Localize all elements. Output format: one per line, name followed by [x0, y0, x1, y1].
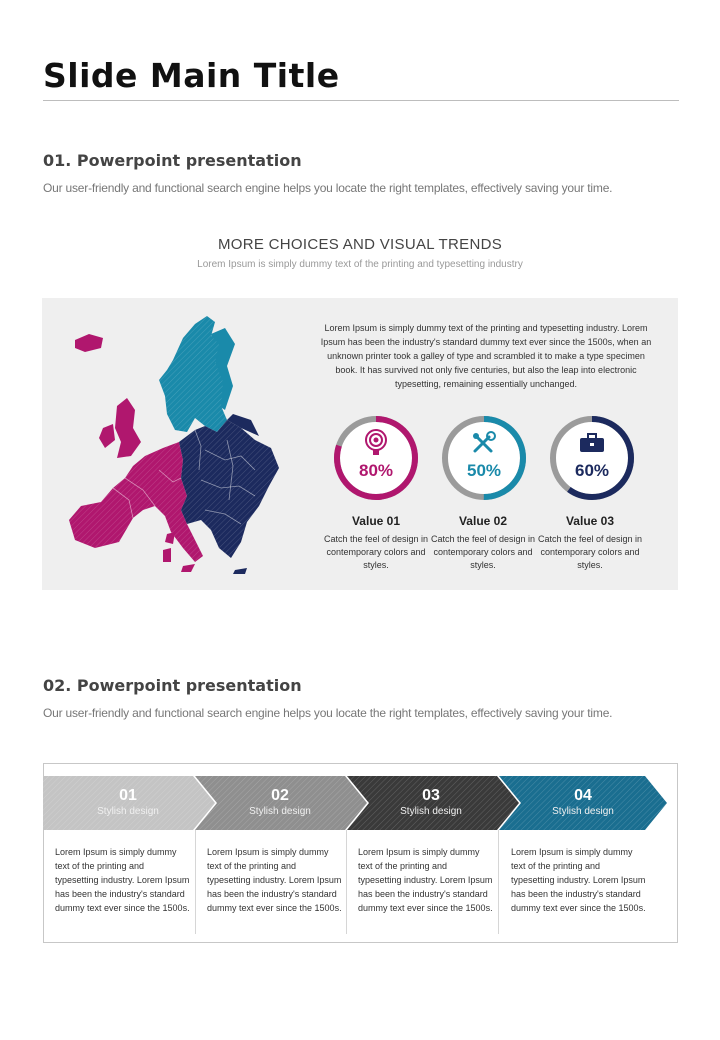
- title-divider: [43, 100, 679, 101]
- map-region-crete: [233, 568, 247, 574]
- page-title: Slide Main Title: [43, 56, 340, 95]
- progress-ring: [331, 413, 421, 503]
- step-number-3: 03: [422, 787, 440, 804]
- step-label-1: Stylish design: [97, 806, 159, 817]
- value-title-prefix: Value: [351, 514, 384, 528]
- infographic-paragraph: Lorem Ipsum is simply dummy text of the printing and typesetting industry. Lorem Ipsum has been the industry's standard dummy text ever since the 1500s, when an unknown printer took a galley of type and scrambled it to make a type specimen book. It has survived not only five centuries, but also the leap into electronic typesetting, remaining essentially unchanged.: [320, 323, 652, 389]
- step-text-4: Lorem Ipsum is simply dummy text of the printing and typesetting industry. Lorem Ipsum has been the industry's standard dummy text ever since the 1500s.: [511, 847, 646, 913]
- value-title-prefix: Value: [565, 514, 598, 528]
- step-text-1: Lorem Ipsum is simply dummy text of the printing and typesetting industry. Lorem Ipsum has been the industry's standard dummy text ever since the 1500s.: [55, 847, 190, 913]
- briefcase-icon: [579, 433, 605, 453]
- map-region-uk: [115, 398, 141, 458]
- value-desc-3: Catch the feel of design in contemporary colors and styles.: [537, 534, 643, 570]
- section1-description: Our user-friendly and functional search engine helps you locate the right templates, effectively saving your time.: [43, 181, 613, 195]
- section2-title: 02. Powerpoint presentation: [43, 676, 302, 695]
- europe-map: [55, 310, 290, 580]
- stat-percent-2: 50%: [466, 461, 502, 480]
- stat-percent-1: 80%: [358, 461, 394, 480]
- map-region-iceland: [75, 334, 103, 352]
- step-number-4: 04: [574, 787, 592, 804]
- step-label-3: Stylish design: [400, 806, 462, 817]
- value-title-1: [316, 514, 436, 528]
- progress-ring: [439, 413, 529, 503]
- value-desc-2: Catch the feel of design in contemporary colors and styles.: [430, 534, 536, 570]
- tools-icon: [471, 431, 497, 455]
- section1-title: 01. Powerpoint presentation: [43, 151, 302, 170]
- value-title-number: 03: [600, 514, 615, 528]
- value-title-prefix: Value: [458, 514, 491, 528]
- map-region-ireland: [99, 424, 115, 448]
- progress-ring: [547, 413, 637, 503]
- stat-percent-3: 60%: [574, 461, 610, 480]
- stat-card-1: [331, 413, 421, 508]
- step-label-4: Stylish design: [552, 806, 614, 817]
- section2-description: Our user-friendly and functional search engine helps you locate the right templates, effectively saving your time.: [43, 706, 613, 720]
- value-title-number: 01: [386, 514, 401, 528]
- value-title-2: [423, 514, 543, 528]
- column-divider: [498, 830, 499, 934]
- step-number-2: 02: [271, 787, 289, 804]
- value-title-number: 02: [493, 514, 508, 528]
- lightbulb-icon: [363, 429, 389, 457]
- step-label-2: Stylish design: [249, 806, 311, 817]
- map-region-sicily: [181, 564, 195, 572]
- column-divider: [195, 830, 196, 934]
- section1-headline: MORE CHOICES AND VISUAL TRENDS: [217, 236, 503, 253]
- step-text-2: Lorem Ipsum is simply dummy text of the printing and typesetting industry. Lorem Ipsum has been the industry's standard dummy text ever since the 1500s.: [207, 847, 342, 913]
- column-divider: [346, 830, 347, 934]
- stat-card-2: [439, 413, 529, 508]
- value-title-3: [530, 514, 650, 528]
- section1-subheadline: Lorem Ipsum is simply dummy text of the printing and typesetting industry: [197, 259, 523, 270]
- step-number-1: 01: [119, 787, 137, 804]
- step-text-3: Lorem Ipsum is simply dummy text of the printing and typesetting industry. Lorem Ipsum has been the industry's standard dummy text ever since the 1500s.: [358, 847, 493, 913]
- value-desc-1: Catch the feel of design in contemporary colors and styles.: [323, 534, 429, 570]
- map-region-sardinia: [163, 548, 171, 562]
- stat-card-3: [547, 413, 637, 508]
